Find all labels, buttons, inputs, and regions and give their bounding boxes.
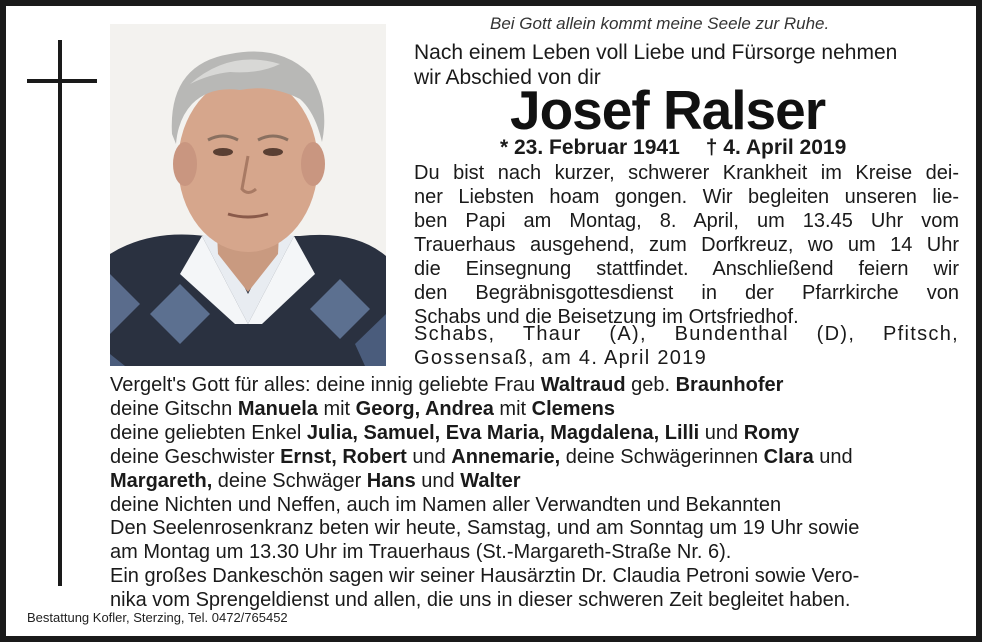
mourners-text: geb. bbox=[625, 374, 676, 396]
announcement-line: ner Liebsten hoam gongen. Wir begleiten unseren lie- bbox=[414, 186, 959, 208]
funeral-home-footer: Bestattung Kofler, Sterzing, Tel. 0472/765452 bbox=[27, 610, 288, 625]
life-dates bbox=[500, 136, 846, 160]
portrait-photo bbox=[110, 24, 386, 366]
mourner-name: Hans bbox=[366, 470, 416, 492]
mourner-name: Romy bbox=[743, 422, 800, 444]
mourner-name: Annemarie, bbox=[451, 446, 561, 468]
mourners-row bbox=[110, 397, 960, 421]
mourner-name: Clemens bbox=[531, 398, 616, 420]
death-date: † 4. April 2019 bbox=[705, 136, 847, 159]
place-and-date bbox=[414, 322, 959, 370]
mourners-row bbox=[110, 445, 960, 469]
mourner-name: Walter bbox=[460, 470, 521, 492]
closing-line: Den Seelenrosenkranz beten wir heute, Samstag, und am Sonntag um 19 Uhr sowie bbox=[110, 517, 860, 539]
mourner-name: Braunhofer bbox=[675, 374, 784, 396]
mourners-row bbox=[110, 469, 960, 493]
announcement-line: den Begräbnisgottesdienst in der Pfarrkirche von bbox=[414, 282, 959, 304]
deceased-name: Josef Ralser bbox=[510, 79, 826, 141]
closing-text bbox=[110, 516, 958, 612]
mourners-text: mit bbox=[317, 398, 356, 420]
mourners-text: Vergelt's Gott für alles: deine innig geliebte Frau bbox=[110, 374, 541, 396]
mourners-row bbox=[110, 421, 960, 445]
mourner-name: Margareth, bbox=[110, 470, 213, 492]
place-line: Schabs, Thaur (A), Bundenthal (D), Pfitsch, bbox=[414, 323, 959, 345]
mourners-text: mit bbox=[493, 398, 532, 420]
place-line: Gossensaß, am 4. April 2019 bbox=[414, 347, 708, 369]
mourners-text: deine Schwägerinnen bbox=[560, 446, 764, 468]
mourners-text: deine geliebten Enkel bbox=[110, 422, 307, 444]
cross-icon-horizontal bbox=[27, 79, 97, 83]
mourners-row: deine Nichten und Neffen, auch im Namen aller Verwandten und Bekannten bbox=[110, 494, 782, 516]
announcement-line: Trauerhaus ausgehend, zum Dorfkreuz, wo um 14 Uhr bbox=[414, 234, 959, 256]
mourners-text: deine Schwäger bbox=[212, 470, 367, 492]
mourners-list bbox=[110, 373, 960, 517]
intro-line: Nach einem Leben voll Liebe und Fürsorge nehmen bbox=[414, 41, 898, 64]
mourners-text: und bbox=[813, 446, 853, 468]
mourners-text: und bbox=[406, 446, 452, 468]
announcement-line: ben Papi am Montag, 8. April, um 13.45 Uhr vom bbox=[414, 210, 959, 232]
mourners-row bbox=[110, 373, 960, 397]
motto: Bei Gott allein kommt meine Seele zur Ruhe. bbox=[490, 14, 830, 33]
cross-icon-vertical bbox=[58, 40, 62, 586]
closing-line: Ein großes Dankeschön sagen wir seiner Hausärztin Dr. Claudia Petroni sowie Vero- bbox=[110, 565, 860, 587]
mourner-name: Georg, Andrea bbox=[355, 398, 494, 420]
funeral-announcement bbox=[414, 161, 959, 329]
intro-line: wir Abschied von dir bbox=[414, 66, 601, 89]
mourner-name: Ernst, Robert bbox=[280, 446, 407, 468]
mourner-name: Clara bbox=[763, 446, 814, 468]
mourners-text: und bbox=[699, 422, 744, 444]
mourners-text: deine Gitschn bbox=[110, 398, 238, 420]
mourner-name: Manuela bbox=[237, 398, 318, 420]
announcement-line: die Einsegnung stattfindet. Anschließend feiern wir bbox=[414, 258, 959, 280]
mourner-name: Julia, Samuel, Eva Maria, Magdalena, Lilli bbox=[306, 422, 700, 444]
announcement-line: Schabs und die Beisetzung im Ortsfriedhof. bbox=[414, 306, 799, 328]
closing-line: nika vom Sprengeldienst und allen, die uns in dieser schweren Zeit begleitet haben. bbox=[110, 589, 851, 611]
mourners-text: und bbox=[415, 470, 461, 492]
closing-line: am Montag um 13.30 Uhr im Trauerhaus (St.-Margareth-Straße Nr. 6). bbox=[110, 541, 732, 563]
birth-date: * 23. Februar 1941 bbox=[500, 136, 680, 159]
mourners-text: deine Geschwister bbox=[110, 446, 281, 468]
mourner-name: Waltraud bbox=[540, 374, 626, 396]
announcement-line: Du bist nach kurzer, schwerer Krankheit im Kreise dei- bbox=[414, 162, 959, 184]
